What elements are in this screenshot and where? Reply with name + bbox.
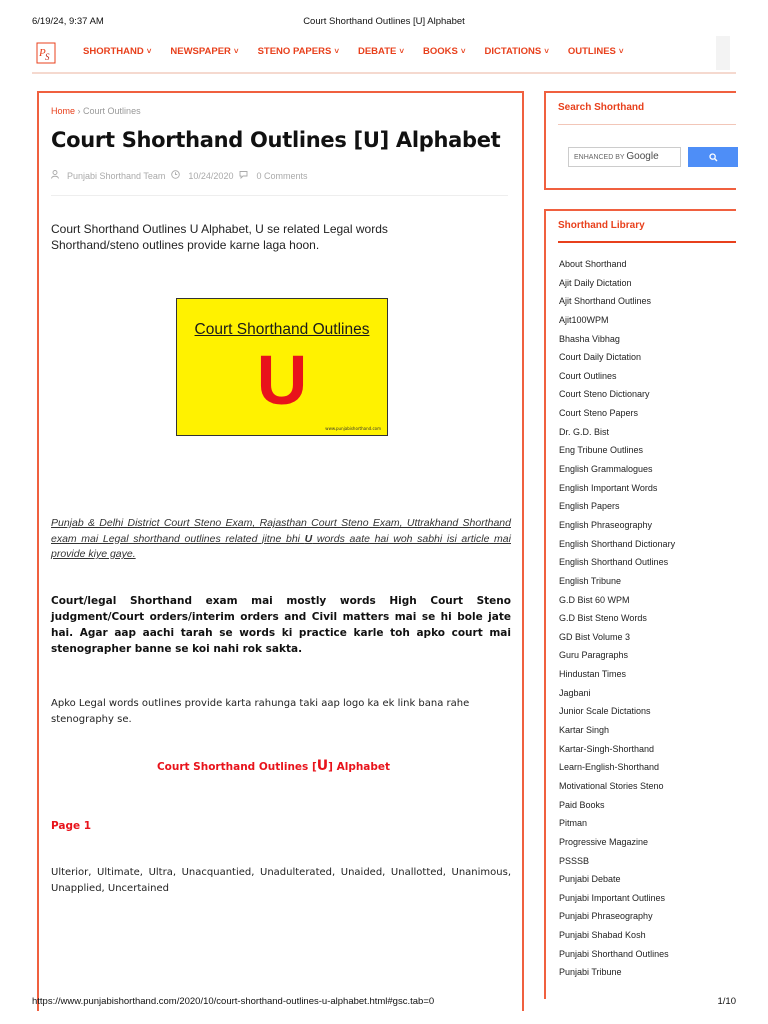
main-article-panel	[37, 91, 524, 1011]
library-link[interactable]: Motivational Stories Steno	[559, 780, 664, 791]
section-heading: Court Shorthand Outlines [U] Alphabet	[156, 758, 391, 774]
library-link[interactable]: Punjabi Important Outlines	[559, 892, 666, 903]
chevron-down-icon: ˅	[233, 47, 239, 56]
print-datetime: 6/19/24, 9:37 AM	[32, 16, 104, 27]
nav-item-books[interactable]: BOOKS ˅	[423, 46, 466, 57]
chevron-down-icon: ˅	[544, 47, 549, 56]
library-list	[559, 255, 675, 982]
library-link[interactable]: Punjabi Phraseography	[559, 911, 653, 922]
sidebar-search-widget	[544, 91, 736, 190]
bold-paragraph: Court/legal Shorthand exam mai mostly words High Court Steno judgment/Court orders/interim orders and Civil matters mai se hi bole jate hai. Agar aap aachi tarah se words ki practice karle toh apko court mai stenographer banne se koi nahi rok sakta.	[51, 595, 511, 655]
breadcrumb-home-link[interactable]: Home	[51, 106, 76, 116]
library-link[interactable]: Progressive Magazine	[559, 836, 649, 847]
library-link[interactable]: G.D Bist Steno Words	[559, 613, 647, 624]
breadcrumb-current-link[interactable]: Court Outlines	[83, 106, 141, 116]
library-link[interactable]: English Grammalogues	[559, 464, 653, 475]
library-link[interactable]: English Shorthand Outlines	[559, 557, 669, 568]
print-header	[32, 16, 736, 30]
search-title-divider	[558, 124, 736, 125]
print-page-number: 1/10	[717, 996, 736, 1007]
library-link[interactable]: English Important Words	[559, 482, 658, 493]
search-widget-title: Search Shorthand	[558, 102, 645, 113]
library-link[interactable]: Jagbani	[559, 687, 591, 698]
page-label: Page 1	[51, 820, 92, 832]
site-logo-icon[interactable]	[36, 42, 56, 64]
search-button[interactable]	[688, 147, 738, 167]
library-link[interactable]: Ajit Shorthand Outlines	[559, 296, 652, 307]
sidebar-library-widget	[544, 209, 736, 999]
library-link[interactable]: Punjabi Shabad Kosh	[559, 930, 646, 941]
breadcrumb-separator: ›	[77, 106, 81, 116]
highlight-letter: U	[304, 532, 313, 545]
library-link[interactable]: Learn-English-Shorthand	[559, 762, 660, 773]
post-author-link[interactable]: Punjabi Shorthand Team	[67, 170, 166, 181]
intro-paragraph: Court Shorthand Outlines U Alphabet, U se related Legal words Shorthand/steno outlines provide karne laga hoon.	[51, 222, 388, 252]
main-nav	[83, 46, 643, 57]
meta-divider	[51, 195, 508, 196]
post-banner-image	[176, 298, 388, 436]
library-link[interactable]: English Phraseography	[559, 519, 653, 530]
banner-letter: U	[256, 341, 308, 419]
nav-item-outlines[interactable]: OUTLINES ˅	[567, 46, 624, 57]
banner-site: www.punjabishorthand.com	[325, 426, 381, 431]
library-title-divider	[558, 241, 736, 243]
nav-item-steno-papers[interactable]: STENO PAPERS ˅	[257, 46, 339, 57]
library-link[interactable]: English Tribune	[559, 575, 622, 586]
library-widget-title: Shorthand Library	[558, 220, 645, 231]
library-link[interactable]: Punjabi Tribune	[559, 967, 622, 978]
chevron-down-icon: ˅	[460, 47, 466, 56]
library-link[interactable]: Eng Tribune Outlines	[559, 445, 644, 456]
nav-item-newspaper[interactable]: NEWSPAPER ˅	[170, 46, 239, 57]
word-list: Ulterior, Ultimate, Ultra, Unacquantied, Unadulterated, Unaided, Unallotted, Unanimous, Unapplied, Uncertained	[51, 867, 511, 894]
post-comments-link[interactable]: 0 Comments	[256, 170, 308, 181]
library-link[interactable]: Ajit Daily Dictation	[559, 277, 632, 288]
library-link[interactable]: Bhasha Vibhag	[559, 333, 620, 344]
library-link[interactable]: English Papers	[559, 501, 620, 512]
library-link[interactable]: Court Steno Dictionary	[559, 389, 650, 400]
clock-icon	[171, 170, 180, 181]
library-link[interactable]: Kartar-Singh-Shorthand	[559, 743, 655, 754]
library-link[interactable]: PSSSB	[559, 855, 590, 866]
library-link[interactable]: Paid Books	[559, 799, 605, 810]
comment-icon	[239, 170, 248, 181]
exam-paragraph: Punjab & Delhi District Court Steno Exam, Rajasthan Court Steno Exam, Uttrakhand Shorthand exam mai Legal shorthand outlines related jitne bhi U words aate hai woh sabhi isi article mai provide kiye gaye.	[51, 517, 511, 560]
print-footer	[32, 996, 736, 1010]
chevron-down-icon: ˅	[618, 47, 624, 56]
search-icon	[709, 153, 718, 162]
chevron-down-icon: ˅	[399, 47, 405, 56]
library-link[interactable]: Junior Scale Dictations	[559, 706, 651, 717]
post-meta	[51, 170, 307, 181]
svg-text:P: P	[39, 47, 46, 59]
library-link[interactable]: Hindustan Times	[559, 669, 627, 680]
library-link[interactable]: Court Outlines	[559, 370, 617, 381]
nav-item-shorthand[interactable]: SHORTHAND ˅	[83, 46, 152, 57]
library-link[interactable]: Guru Paragraphs	[559, 650, 629, 661]
library-link[interactable]: Dr. G.D. Bist	[559, 426, 610, 437]
library-link[interactable]: About Shorthand	[559, 259, 627, 269]
nav-item-debate[interactable]: DEBATE ˅	[357, 46, 405, 57]
library-link[interactable]: GD Bist Volume 3	[559, 631, 631, 642]
library-link[interactable]: Pitman	[559, 818, 588, 829]
library-link[interactable]: Punjabi Shorthand Outlines	[559, 948, 669, 959]
library-link[interactable]: Court Steno Papers	[559, 408, 639, 419]
page-title: Court Shorthand Outlines [U] Alphabet	[51, 128, 501, 152]
chevron-down-icon: ˅	[146, 47, 152, 56]
library-link[interactable]: Court Daily Dictation	[559, 352, 642, 363]
apko-paragraph: Apko Legal words outlines provide karta rahunga taki aap logo ka ek link bana rahe stenography se.	[51, 698, 470, 725]
nav-search-toggle[interactable]	[716, 36, 730, 70]
svg-text:S: S	[45, 52, 50, 62]
author-icon	[51, 170, 59, 181]
print-url: https://www.punjabishorthand.com/2020/10/court-shorthand-outlines-u-alphabet.html#gsc.tab=0	[32, 996, 435, 1007]
banner-title: Court Shorthand Outlines	[194, 321, 370, 338]
print-doc-title: Court Shorthand Outlines [U] Alphabet	[303, 16, 465, 27]
nav-item-dictations[interactable]: DICTATIONS ˅	[484, 46, 549, 57]
post-date: 10/24/2020	[188, 170, 234, 181]
library-link[interactable]: Punjabi Debate	[559, 874, 621, 885]
top-navbar	[32, 34, 736, 74]
breadcrumb	[51, 106, 141, 116]
search-input[interactable]: ENHANCED BY Google	[568, 147, 681, 167]
library-link[interactable]: Kartar Singh	[559, 725, 610, 736]
library-link[interactable]: English Shorthand Dictionary	[559, 538, 676, 549]
library-link[interactable]: G.D Bist 60 WPM	[559, 594, 630, 605]
chevron-down-icon: ˅	[334, 47, 339, 56]
library-link[interactable]: Ajit100WPM	[559, 314, 609, 325]
